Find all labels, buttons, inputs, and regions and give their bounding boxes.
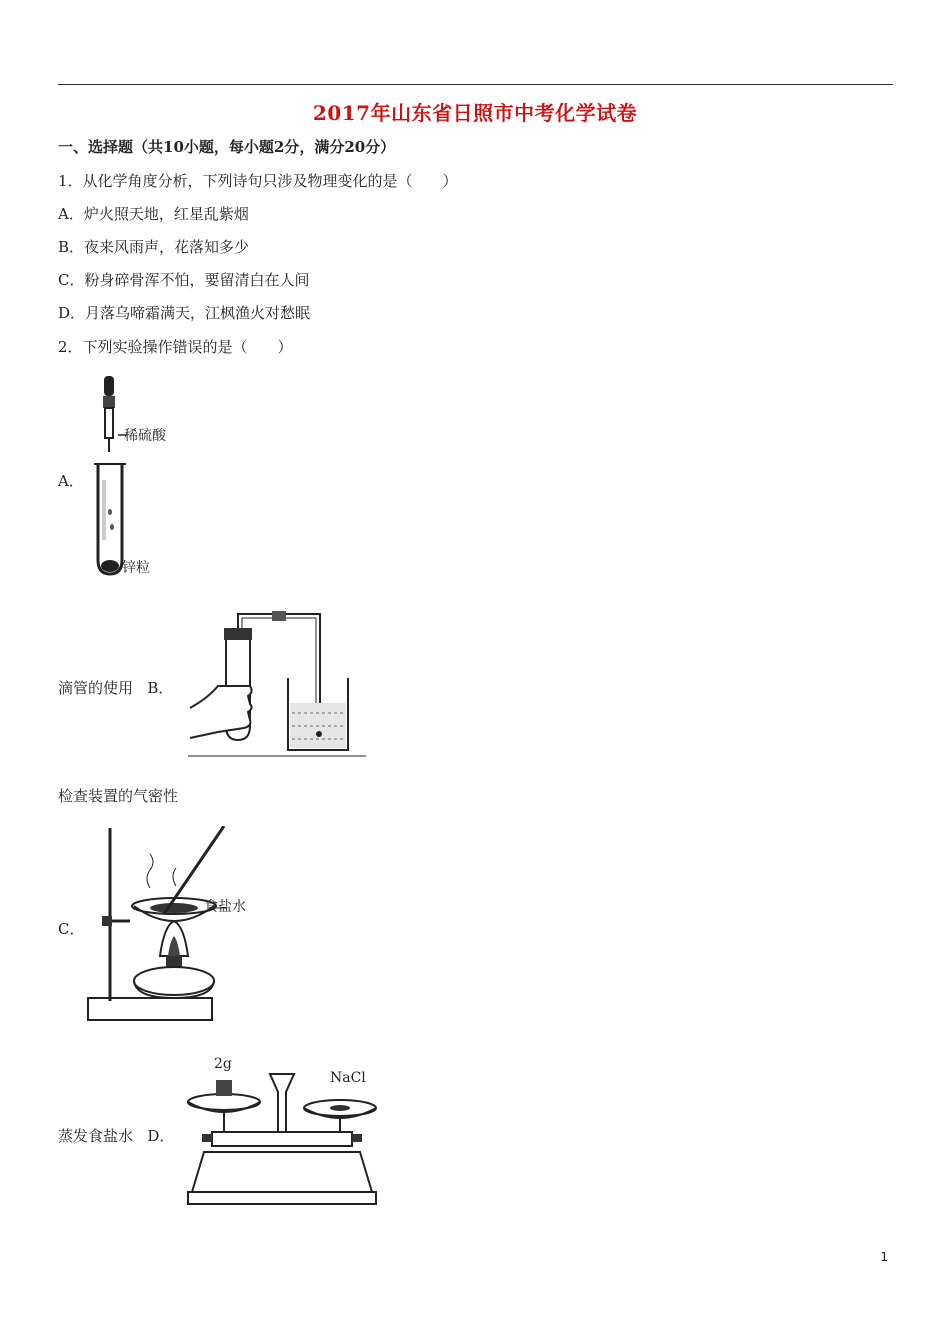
salt-water-label: 食盐水	[204, 899, 246, 915]
page-number: 1	[880, 1250, 888, 1264]
question-1-option-c: C．粉身碎骨浑不怕，要留清白在人间	[58, 271, 310, 289]
question-1-stem: 1．从化学角度分析，下列诗句只涉及物理变化的是（ ）	[58, 172, 458, 190]
balance-figure	[182, 1052, 382, 1212]
dilute-sulfuric-acid-label: 稀硫酸	[124, 428, 166, 444]
evaporation-figure	[84, 826, 264, 1026]
page-title: 2017年山东省日照市中考化学试卷	[312, 101, 638, 125]
airtightness-check-figure	[188, 608, 368, 760]
weight-2g-label: 2g	[214, 1056, 232, 1072]
question-1-option-a: A．炉火照天地，红星乱紫烟	[58, 205, 249, 223]
question-2-option-a-caption: 滴管的使用 B．	[58, 679, 174, 697]
question-2-option-b-caption: 检查装置的气密性	[58, 787, 179, 805]
question-2-stem: 2．下列实验操作错误的是（ ）	[58, 338, 293, 356]
question-2-option-a-label: A．	[58, 472, 84, 490]
dropper-figure	[88, 372, 188, 582]
question-1-option-d: D．月落乌啼霜满天，江枫渔火对愁眠	[58, 304, 311, 322]
zinc-granule-label: 锌粒	[122, 560, 150, 576]
nacl-label: NaCl	[330, 1070, 366, 1086]
question-2-option-c-label: C．	[58, 920, 85, 938]
section-heading: 一、选择题（共10小题，每小题2分，满分20分）	[58, 138, 396, 156]
question-1-option-b: B．夜来风雨声，花落知多少	[58, 238, 250, 256]
top-rule	[58, 84, 893, 85]
question-2-option-c-caption: 蒸发食盐水 D．	[58, 1127, 175, 1145]
